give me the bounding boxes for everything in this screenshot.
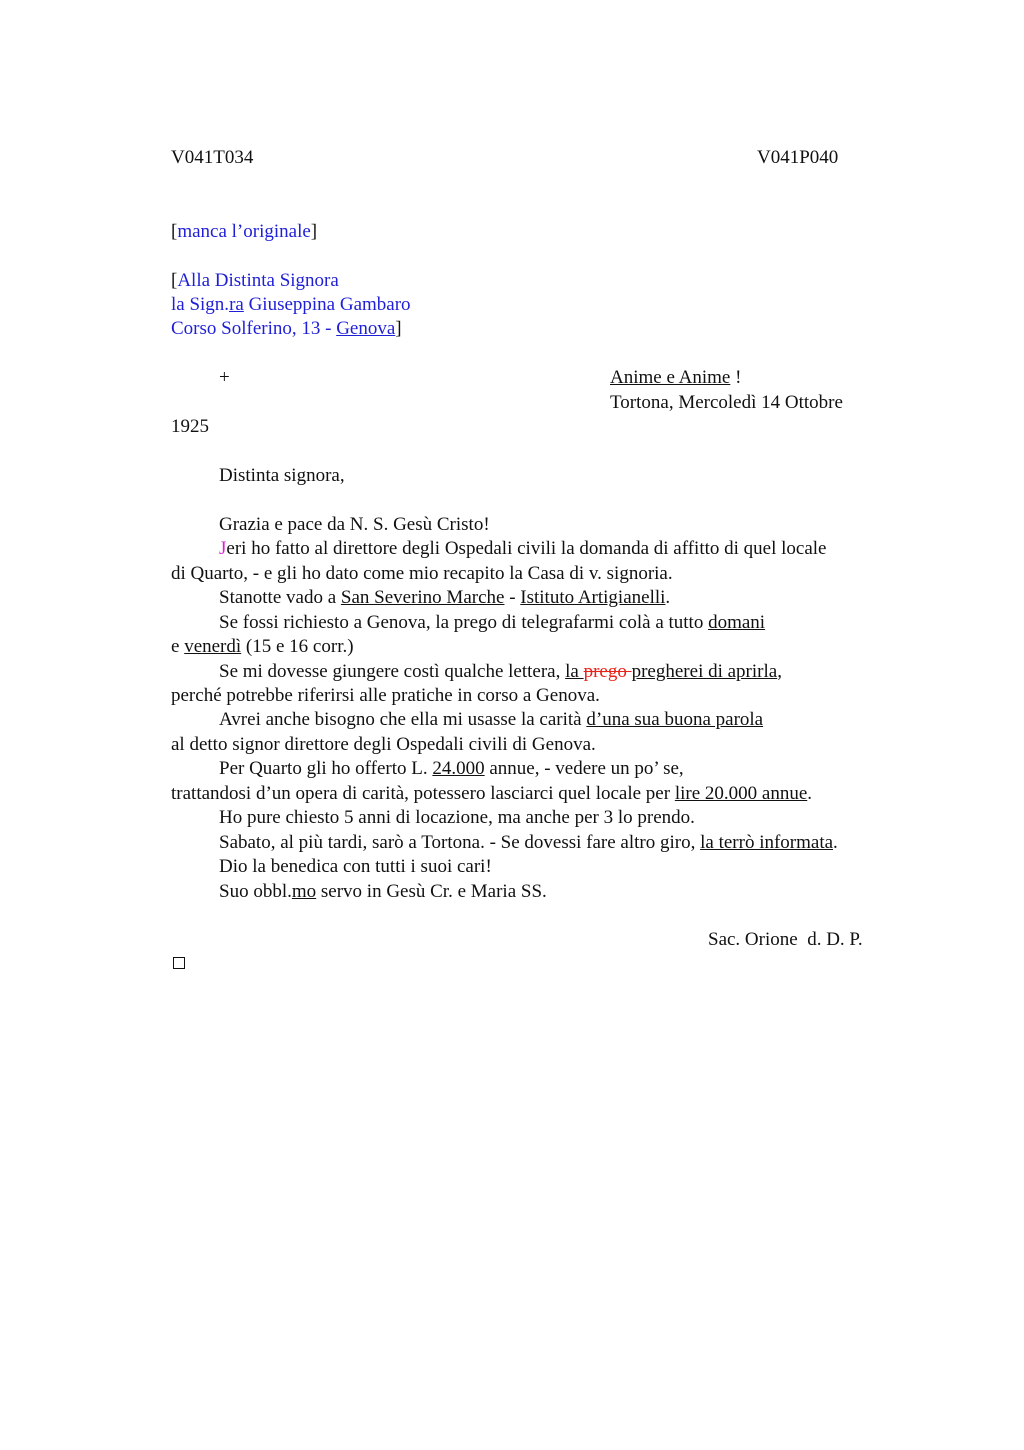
closing-line: Suo obbl.mo servo in Gesù Cr. e Maria SS. [219,881,547,902]
greeting: Grazia e pace da N. S. Gesù Cristo! [219,514,490,535]
paragraph-4-line-2: perché potrebbe riferirsi alle pratiche in corso a Genova. [171,685,600,706]
end-box-icon [173,957,185,969]
paragraph-2: Stanotte vado a San Severino Marche - Istituto Artigianelli. [219,587,671,608]
paragraph-8: Sabato, al più tardi, sarò a Tortona. - Se dovessi fare altro giro, la terrò informata. [219,832,838,853]
date-year: 1925 [171,416,209,437]
document-code-left: V041T034 [171,147,254,168]
paragraph-1-line-1: Jeri ho fatto al direttore degli Ospedali civili la domanda di affitto di quel locale [219,538,827,559]
motto: Anime e Anime ! [610,367,742,388]
paragraph-3-line-1: Se fossi richiesto a Genova, la prego di telegrafarmi colà a tutto domani [219,612,766,633]
cross-symbol: + [219,367,230,388]
document-code-right: V041P040 [757,147,839,168]
place-date: Tortona, Mercoledì 14 Ottobre [610,392,843,413]
paragraph-7: Ho pure chiesto 5 anni di locazione, ma anche per 3 lo prendo. [219,807,695,828]
editorial-note: [manca l’originale] [171,221,318,242]
paragraph-1-line-2: di Quarto, - e gli ho dato come mio recapito la Casa di v. signoria. [171,563,673,584]
address-line-1: [Alla Distinta Signora [171,270,339,291]
paragraph-4-line-1: Se mi dovesse giungere costì qualche lettera, la prego pregherei di aprirla, [219,661,782,682]
signature: Sac. Orione d. D. P. [708,929,863,950]
salutation: Distinta signora, [219,465,345,486]
paragraph-5-line-2: al detto signor direttore degli Ospedali civili di Genova. [171,734,596,755]
paragraph-9: Dio la benedica con tutti i suoi cari! [219,856,492,877]
paragraph-6-line-1: Per Quarto gli ho offerto L. 24.000 annue, - vedere un po’ se, [219,758,684,779]
paragraph-6-line-2: trattandosi d’un opera di carità, potessero lasciarci quel locale per lire 20.000 annue. [171,783,813,804]
paragraph-5-line-1: Avrei anche bisogno che ella mi usasse la carità d’una sua buona parola [219,709,764,730]
address-line-2: la Sign.ra Giuseppina Gambaro [171,294,411,315]
address-line-3: Corso Solferino, 13 - Genova] [171,318,402,339]
paragraph-3-line-2: e venerdì (15 e 16 corr.) [171,636,354,657]
